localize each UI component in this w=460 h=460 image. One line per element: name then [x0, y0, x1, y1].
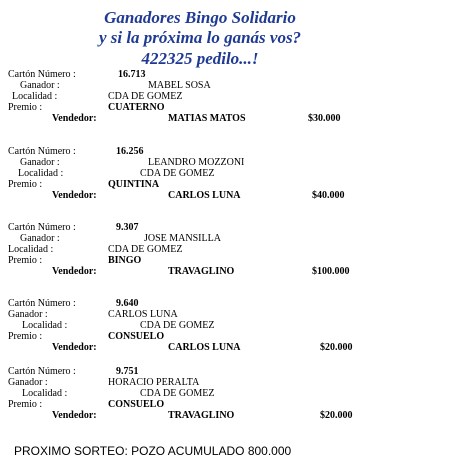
carton-number: 9.640: [116, 298, 139, 309]
ganador-label: Ganador :: [20, 233, 60, 244]
localidad-value: CDA DE GOMEZ: [140, 168, 215, 179]
vendedor-value: MATIAS MATOS: [168, 113, 246, 124]
premio-value: CONSUELO: [108, 331, 165, 342]
winner-entry: [0, 366, 460, 426]
premio-value: QUINTINA: [108, 179, 160, 190]
carton-number: 9.307: [116, 222, 139, 233]
vendedor-value: CARLOS LUNA: [168, 190, 241, 201]
localidad-value: CDA DE GOMEZ: [108, 244, 183, 255]
localidad-value: CDA DE GOMEZ: [140, 320, 215, 331]
premio-label: Premio :: [8, 102, 43, 113]
premio-label: Premio :: [8, 179, 43, 190]
vendedor-label: Vendedor:: [52, 410, 97, 421]
vendedor-value: CARLOS LUNA: [168, 342, 241, 353]
carton-number: 16.713: [118, 69, 146, 80]
winner-entry: [0, 298, 460, 358]
carton-number: 16.256: [116, 146, 144, 157]
header-phone: 422325 pedilo...!: [141, 49, 259, 68]
premio-value: BINGO: [108, 255, 142, 266]
premio-value: CONSUELO: [108, 399, 165, 410]
ganador-value: HORACIO PERALTA: [108, 377, 200, 388]
ganador-label: Ganador :: [8, 309, 48, 320]
prize-amount: $30.000: [308, 113, 341, 124]
winner-entry: [0, 222, 460, 282]
localidad-label: Localidad :: [22, 320, 68, 331]
vendedor-label: Vendedor:: [52, 342, 97, 353]
ganador-value: JOSE MANSILLA: [144, 233, 221, 244]
ganador-value: CARLOS LUNA: [108, 309, 178, 320]
vendedor-label: Vendedor:: [52, 266, 97, 277]
ganador-value: MABEL SOSA: [148, 80, 211, 91]
vendedor-value: TRAVAGLINO: [168, 266, 235, 277]
localidad-label: Localidad :: [8, 244, 54, 255]
carton-label: Cartón Número :: [8, 69, 76, 80]
prize-amount: $40.000: [312, 190, 345, 201]
carton-label: Cartón Número :: [8, 366, 76, 377]
premio-label: Premio :: [8, 399, 43, 410]
vendedor-value: TRAVAGLINO: [168, 410, 235, 421]
page-header: [0, 8, 400, 70]
premio-label: Premio :: [8, 255, 43, 266]
localidad-value: CDA DE GOMEZ: [140, 388, 215, 399]
prize-amount: $20.000: [320, 342, 353, 353]
vendedor-label: Vendedor:: [52, 190, 97, 201]
premio-label: Premio :: [8, 331, 43, 342]
localidad-label: Localidad :: [18, 168, 64, 179]
prize-amount: $20.000: [320, 410, 353, 421]
ganador-label: Ganador :: [20, 157, 60, 168]
premio-value: CUATERNO: [108, 102, 165, 113]
prize-amount: $100.000: [312, 266, 350, 277]
carton-label: Cartón Número :: [8, 146, 76, 157]
header-title: Ganadores Bingo Solidario: [104, 8, 296, 27]
carton-number: 9.751: [116, 366, 139, 377]
localidad-label: Localidad :: [22, 388, 68, 399]
header-subtitle: y si la próxima lo ganás vos?: [98, 28, 302, 47]
carton-label: Cartón Número :: [8, 222, 76, 233]
winner-entry: [0, 146, 460, 206]
vendedor-label: Vendedor:: [52, 113, 97, 124]
carton-label: Cartón Número :: [8, 298, 76, 309]
localidad-label: Localidad :: [12, 91, 58, 102]
next-draw-notice: PROXIMO SORTEO: POZO ACUMULADO 800.000: [14, 444, 292, 458]
localidad-value: CDA DE GOMEZ: [108, 91, 183, 102]
ganador-label: Ganador :: [20, 80, 60, 91]
ganador-value: LEANDRO MOZZONI: [148, 157, 245, 168]
winner-entry: [0, 69, 460, 129]
ganador-label: Ganador :: [8, 377, 48, 388]
